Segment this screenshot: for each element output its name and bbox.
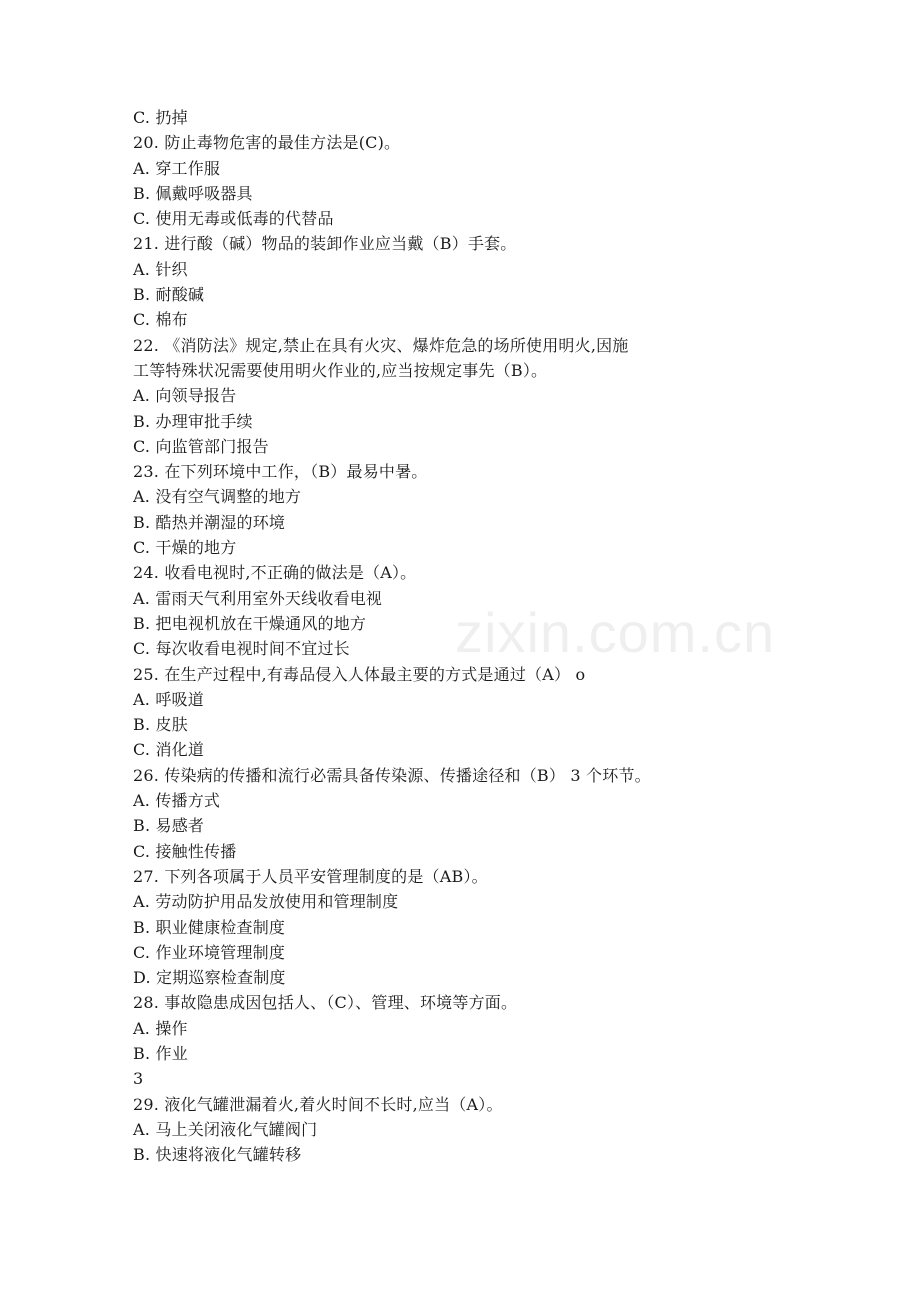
text-line: C. 消化道 <box>133 740 205 760</box>
text-line: B. 佩戴呼吸器具 <box>133 183 253 203</box>
text-line: 25. 在生产过程中,有毒品侵入人体最主要的方式是通过（A） o <box>133 664 586 684</box>
text-line: B. 耐酸碱 <box>133 285 205 305</box>
text-line: 21. 进行酸（碱）物品的装卸作业应当戴（B）手套。 <box>133 234 517 254</box>
text-line: C. 向监管部门报告 <box>133 436 269 456</box>
text-line: A. 传播方式 <box>133 791 221 811</box>
text-line: 22. 《消防法》规定,禁止在具有火灾、爆炸危急的场所使用明火,因施 <box>133 335 629 355</box>
text-line: 27. 下列各项属于人员平安管理制度的是（AB）。 <box>133 866 488 886</box>
watermark: zixin.com.cn <box>455 601 776 664</box>
text-line: B. 办理审批手续 <box>133 411 253 431</box>
text-line: A. 操作 <box>133 1018 188 1038</box>
text-line: C. 使用无毒或低毒的代替品 <box>133 209 334 229</box>
text-line: C. 接触性传播 <box>133 841 237 861</box>
text-line: 23. 在下列环境中工作，（B）最易中暑。 <box>133 462 428 482</box>
text-line: 29. 液化气罐泄漏着火,着火时间不长时,应当（A）。 <box>133 1094 503 1114</box>
text-line: 24. 收看电视时,不正确的做法是（A）。 <box>133 563 417 583</box>
text-line: B. 把电视机放在干燥通风的地方 <box>133 613 367 633</box>
text-line: C. 棉布 <box>133 310 188 330</box>
text-line: B. 作业 <box>133 1043 188 1063</box>
text-line: B. 职业健康检查制度 <box>133 917 286 937</box>
text-line: B. 酷热并潮湿的环境 <box>133 512 286 532</box>
text-line: C. 扔掉 <box>133 108 188 127</box>
text-line: A. 没有空气调整的地方 <box>133 487 302 507</box>
text-line: A. 穿工作服 <box>133 158 221 178</box>
text-line: C. 作业环境管理制度 <box>133 942 286 962</box>
text-line: B. 快速将液化气罐转移 <box>133 1145 302 1165</box>
text-line: B. 易感者 <box>133 816 205 836</box>
text-line: A. 向领导报告 <box>133 386 237 406</box>
text-line: A. 劳动防护用品发放使用和管理制度 <box>133 892 399 912</box>
text-line: 工等特殊状况需要使用明火作业的,应当按规定事先（B）。 <box>133 360 548 380</box>
document-body <box>133 105 733 1167</box>
text-line: A. 马上关闭液化气罐阀门 <box>133 1119 318 1139</box>
text-line: 28. 事故隐患成因包括人、（C）、管理、环境等方面。 <box>133 993 518 1013</box>
text-line: C. 干燥的地方 <box>133 538 237 558</box>
text-line: B. 皮肤 <box>133 715 188 735</box>
text-line: D. 定期巡察检查制度 <box>133 968 286 988</box>
text-line: C. 每次收看电视时间不宜过长 <box>133 639 350 659</box>
text-line: 26. 传染病的传播和流行必需具备传染源、传播途径和（B） 3 个环节。 <box>133 765 651 785</box>
text-line: A. 针织 <box>133 259 188 279</box>
text-line: 3 <box>133 1069 144 1089</box>
text-line: A. 雷雨天气利用室外天线收看电视 <box>133 588 383 608</box>
text-line: 20. 防止毒物危害的最佳方法是(C)。 <box>133 133 401 153</box>
text-line: A. 呼吸道 <box>133 689 204 709</box>
